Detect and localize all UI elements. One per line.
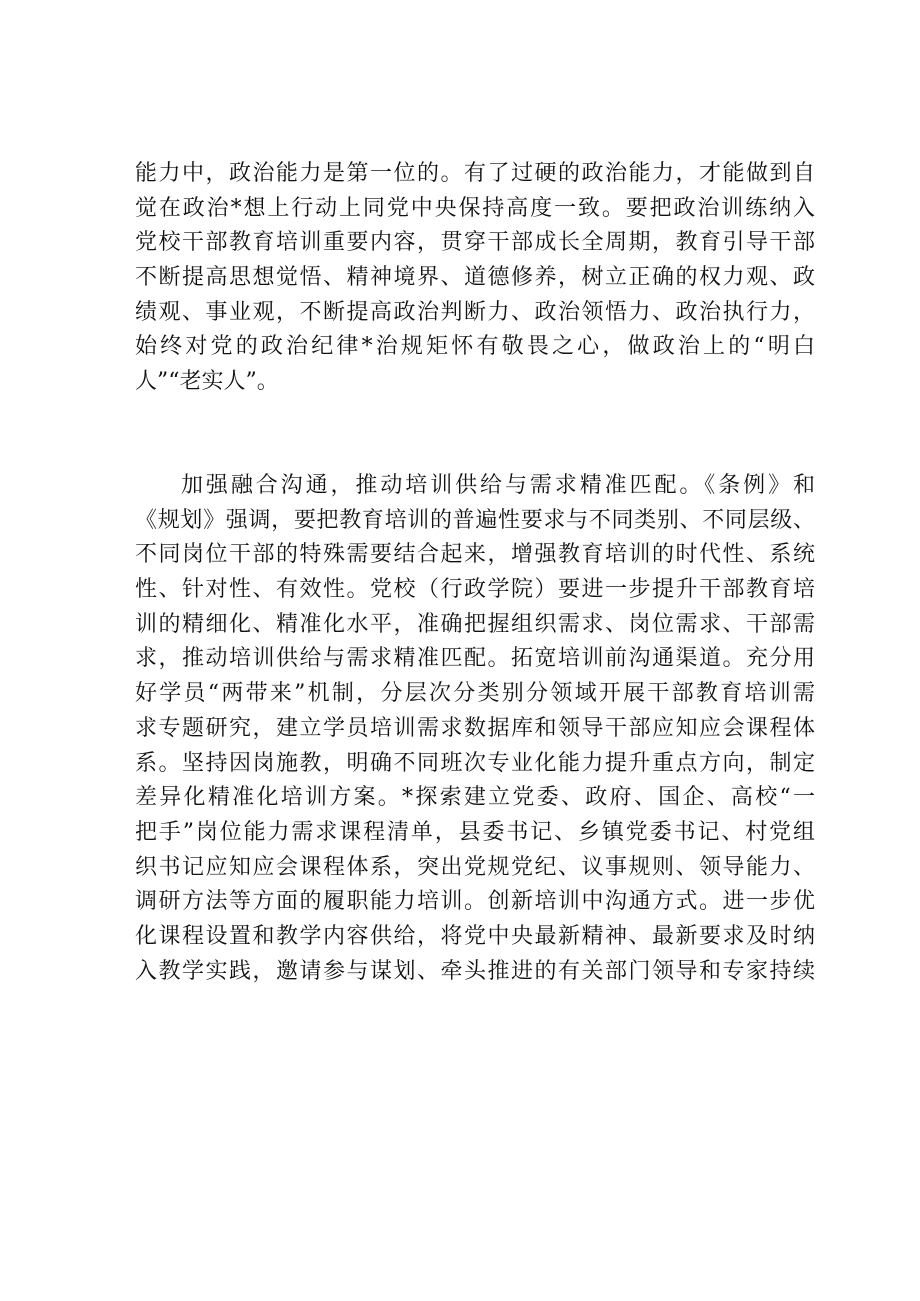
- text-line: 训的精细化、精准化水平，准确把握组织需求、岗位需求、干部需: [135, 611, 815, 637]
- text-line: 系。坚持因岗施教，明确不同班次专业化能力提升重点方向，制定: [135, 750, 815, 776]
- text-line: 《规划》强调，要把教育培训的普遍性要求与不同类别、不同层级、: [135, 507, 815, 533]
- text-line: 不同岗位干部的特殊需要结合起来，增强教育培训的时代性、系统: [135, 542, 815, 568]
- text-line: 入教学实践，邀请参与谋划、牵头推进的有关部门领导和专家持续: [135, 958, 815, 984]
- text-line: 求，推动培训供给与需求精准匹配。拓宽培训前沟通渠道。充分用: [135, 646, 815, 672]
- text-line: 始终对党的政治纪律*治规矩怀有敬畏之心，做政治上的“明白: [135, 334, 815, 360]
- text-line: 求专题研究，建立学员培训需求数据库和领导干部应知应会课程体: [135, 715, 815, 741]
- text-line: 绩观、事业观，不断提高政治判断力、政治领悟力、政治执行力，: [135, 299, 815, 325]
- text-line: 化课程设置和教学内容供给，将党中央最新精神、最新要求及时纳: [135, 923, 815, 949]
- text-line: 织书记应知应会课程体系，突出党规党纪、议事规则、领导能力、: [135, 854, 815, 880]
- text-line: 好学员“两带来”机制，分层次分类别分领域开展干部教育培训需: [135, 681, 815, 707]
- text-line: 性、针对性、有效性。党校（行政学院）要进一步提升干部教育培: [135, 577, 815, 603]
- text-line: 加强融合沟通，推动培训供给与需求精准匹配。《条例》和: [181, 473, 815, 498]
- text-line: 党校干部教育培训重要内容，贯穿干部成长全周期，教育引导干部: [135, 230, 815, 256]
- text-line: 把手”岗位能力需求课程清单，县委书记、乡镇党委书记、村党组: [135, 819, 815, 845]
- text-line: 觉在政治*想上行动上同党中央保持高度一致。要把政治训练纳入: [135, 195, 815, 221]
- paragraph-political-ability: [135, 157, 815, 400]
- text-line: 差异化精准化培训方案。*探索建立党委、政府、国企、高校“一: [135, 785, 815, 811]
- text-line: 调研方法等方面的履职能力培训。创新培训中沟通方式。进一步优: [135, 889, 815, 915]
- text-line: 能力中，政治能力是第一位的。有了过硬的政治能力，才能做到自: [135, 161, 815, 186]
- paragraph-training-communication: [135, 469, 815, 989]
- text-line: 人”“老实人”。: [135, 369, 279, 395]
- text-line: 不断提高思想觉悟、精神境界、道德修养，树立正确的权力观、政: [135, 265, 815, 291]
